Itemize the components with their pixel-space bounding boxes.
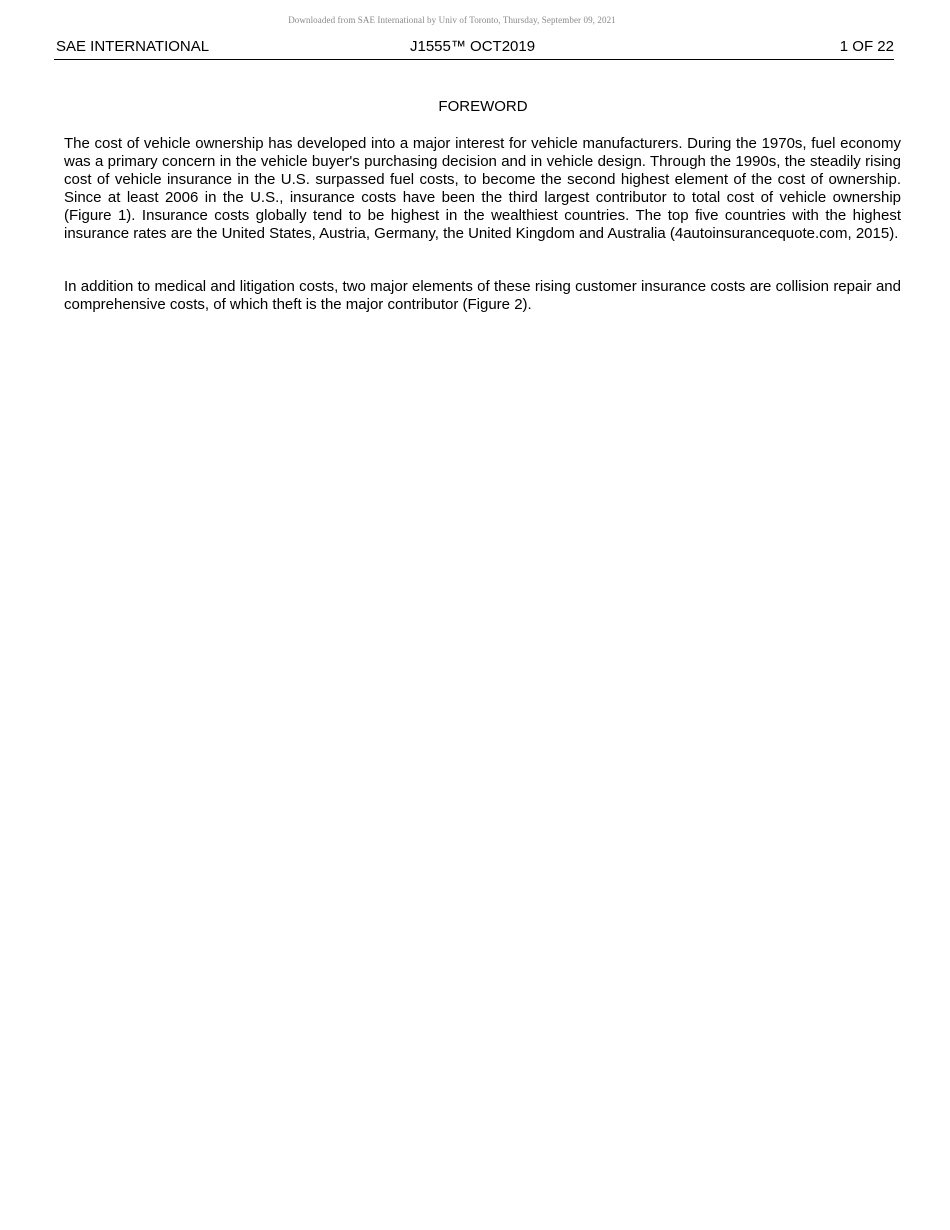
foreword-paragraph-1: The cost of vehicle ownership has developed into a major interest for vehicle manufacturers. During the 1970s, fuel economy was a primary concern in the vehicle buyer's purchasing decision and in vehicle design. Through the 1990s, the steadily rising cost of vehicle insurance in the U.S. surpassed fuel costs, to become the second highest element of the cost of ownership. Since at least 2006 in the U.S., insurance costs have been the third largest contributor to total cost of vehicle ownership (Figure 1). Insurance costs globally tend to be highest in the wealthiest countries. The top five countries with the highest insurance rates are the United States, Austria, Germany, the United Kingdom and Australia (4autoinsurancequote.com, 2015). xyxy=(64,135,901,242)
header-page-number: 1 OF 22 xyxy=(839,38,894,55)
download-watermark-note: Downloaded from SAE International by Univ of Toronto, Thursday, September 09, 2021 xyxy=(288,15,616,25)
header-divider xyxy=(54,59,894,60)
header-publisher: SAE INTERNATIONAL xyxy=(56,38,210,55)
running-header xyxy=(56,38,894,58)
section-title: FOREWORD xyxy=(438,98,528,115)
header-document-id: J1555™ OCT2019 xyxy=(410,38,536,55)
foreword-paragraph-2: In addition to medical and litigation costs, two major elements of these rising customer insurance costs are collision repair and comprehensive costs, of which theft is the major contributor (Figure 2). xyxy=(64,278,901,313)
